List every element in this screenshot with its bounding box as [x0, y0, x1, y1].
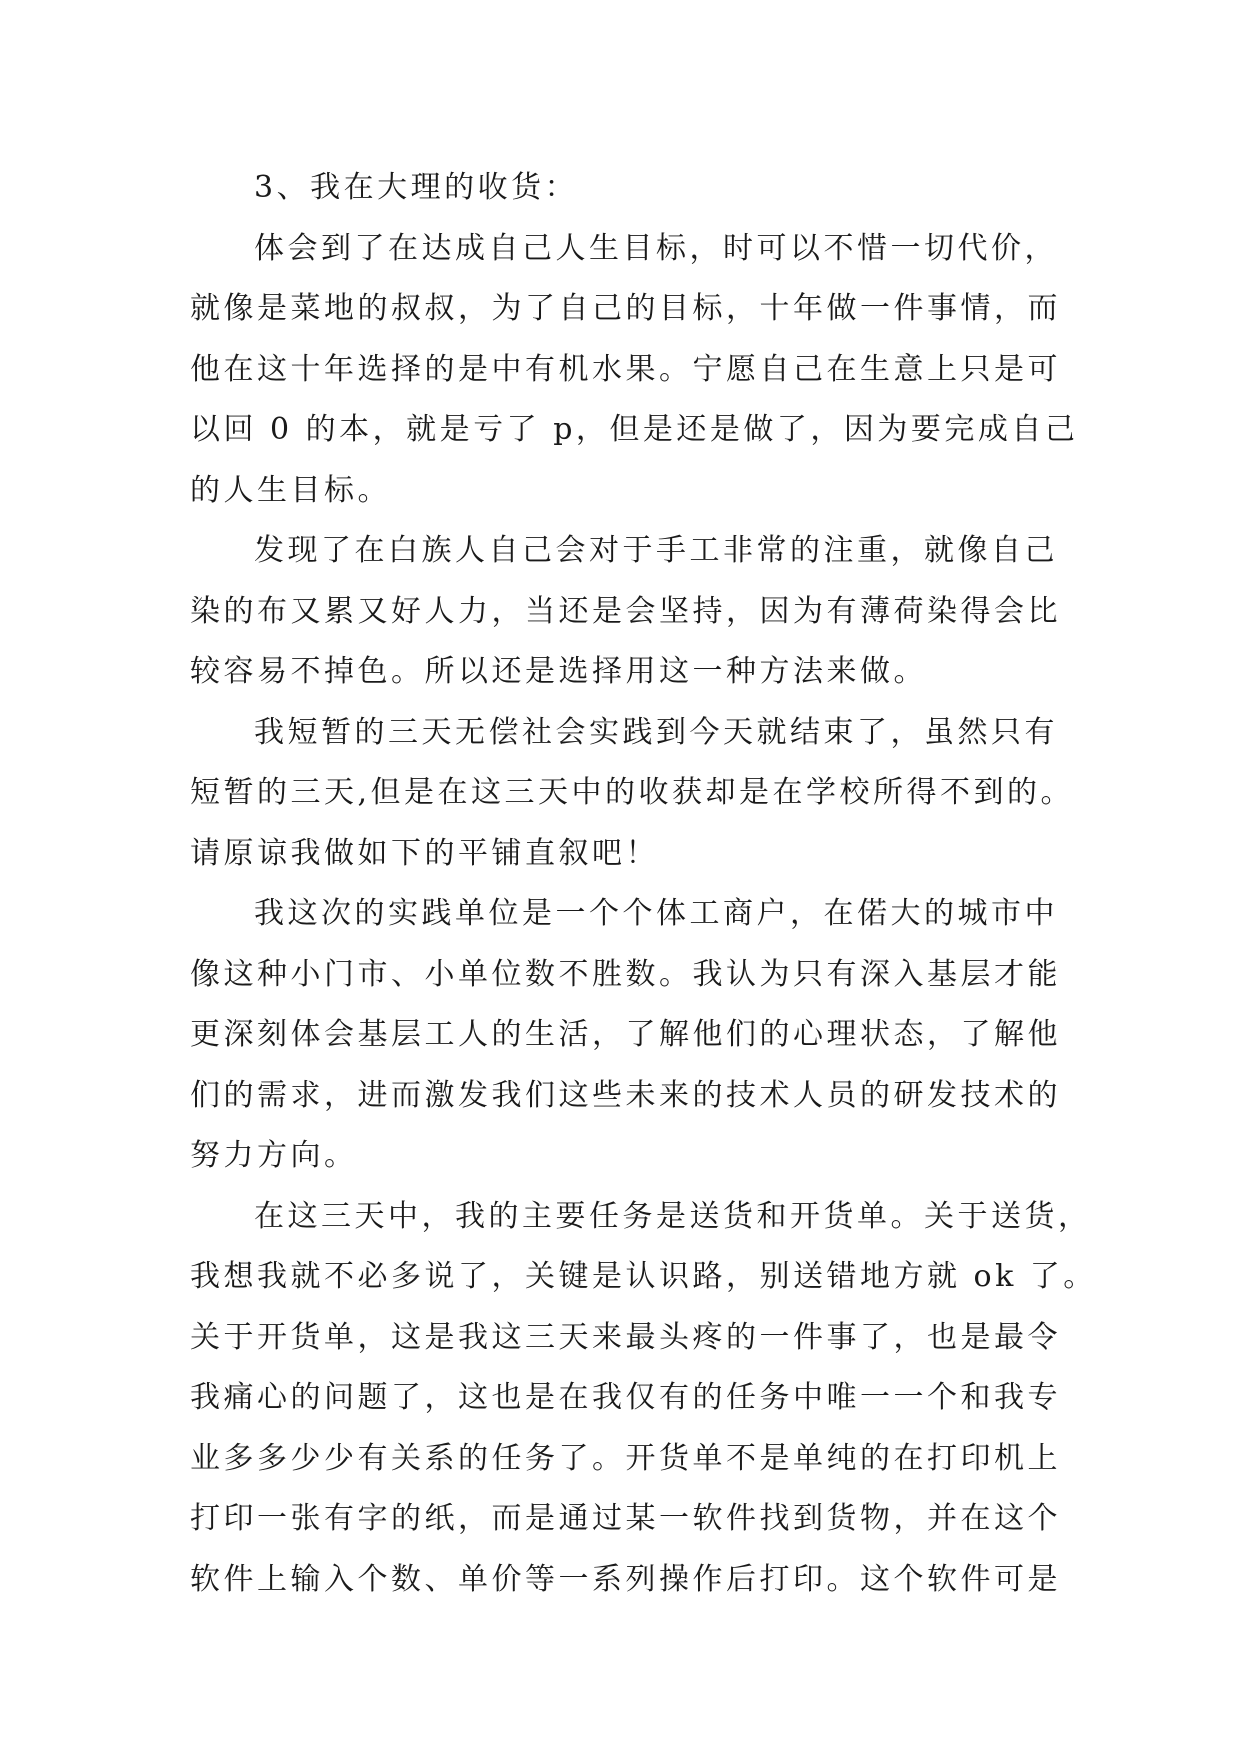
paragraph-line: 我这次的实践单位是一个个体工商户，在偌大的城市中	[254, 896, 1058, 931]
paragraph-line: 像这种小门市、小单位数不胜数。我认为只有深入基层才能	[190, 956, 1061, 992]
section-heading: 3、我在大理的收货：	[254, 170, 579, 205]
paragraph-line: 就像是菜地的叔叔，为了自己的目标，十年做一件事情，而	[190, 291, 1061, 326]
paragraph-line: 关于开货单，这是我这三天来最头疼的一件事了，也是最令	[190, 1319, 1061, 1355]
paragraph-line: 短暂的三天,但是在这三天中的收获却是在学校所得不到的。	[190, 775, 1075, 810]
paragraph-line: 以回 0 的本，就是亏了 p，但是还是做了，因为要完成自己	[190, 412, 1079, 447]
paragraph-line: 染的布又累又好人力，当还是会坚持，因为有薄荷染得会比	[190, 593, 1061, 629]
paragraph-line: 业多多少少有关系的任务了。开货单不是单纯的在打印机上	[190, 1440, 1061, 1476]
paragraph-line: 的人生目标。	[190, 472, 391, 508]
paragraph-line: 打印一张有字的纸，而是通过某一软件找到货物，并在这个	[190, 1501, 1061, 1536]
paragraph-line: 在这三天中，我的主要任务是送货和开货单。关于送货，	[254, 1198, 1092, 1234]
paragraph-line: 我痛心的问题了，这也是在我仅有的任务中唯一一个和我专	[190, 1380, 1061, 1415]
paragraph-line: 较容易不掉色。所以还是选择用这一种方法来做。	[190, 654, 927, 689]
paragraph-line: 我想我就不必多说了，关键是认识路，别送错地方就 ok 了。	[190, 1259, 1097, 1294]
document-body	[190, 158, 1097, 1610]
paragraph-line: 体会到了在达成自己人生目标，时可以不惜一切代价，	[254, 230, 1058, 266]
paragraph-line: 们的需求，进而激发我们这些未来的技术人员的研发技术的	[190, 1077, 1061, 1113]
paragraph-line: 发现了在白族人自己会对于手工非常的注重，就像自己	[254, 533, 1058, 568]
paragraph-line: 我短暂的三天无偿社会实践到今天就结束了，虽然只有	[254, 714, 1058, 750]
paragraph-line: 软件上输入个数、单价等一系列操作后打印。这个软件可是	[190, 1561, 1061, 1597]
paragraph-line: 请原谅我做如下的平铺直叙吧！	[190, 835, 659, 871]
paragraph-line: 更深刻体会基层工人的生活，了解他们的心理状态，了解他	[190, 1017, 1061, 1052]
paragraph-line: 他在这十年选择的是中有机水果。宁愿自己在生意上只是可	[190, 351, 1061, 387]
paragraph-line: 努力方向。	[190, 1138, 358, 1173]
